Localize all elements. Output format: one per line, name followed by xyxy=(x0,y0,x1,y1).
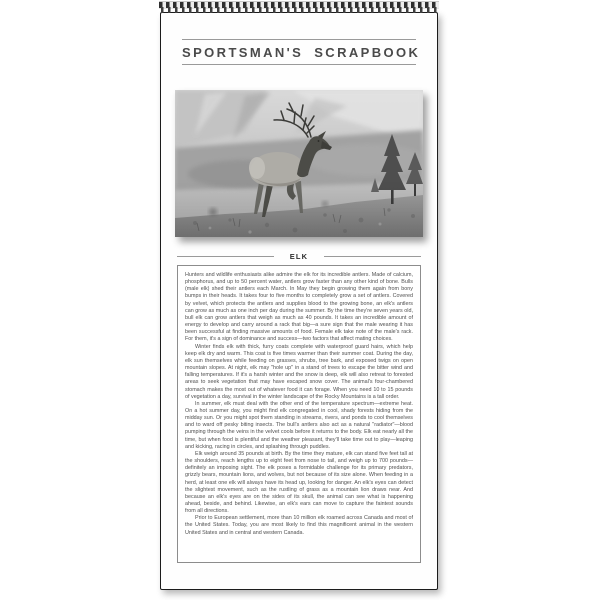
page-title: SPORTSMAN'S SCRAPBOOK xyxy=(182,45,421,60)
elk-photo xyxy=(175,90,423,237)
heading-rule-left xyxy=(177,256,274,257)
spiral-binding-loops xyxy=(159,7,439,13)
article-paragraph: Elk weigh around 35 pounds at birth. By the time they mature, elk can stand five feet tall at the shoulders, reach lengths up to eight feet from nose to tail, and weigh up to 700 pounds—definitely an imposing sight. The elk poses a formidable challenge for its primary predators, grizzly bears, mountain lions, and wolves, but not because of its size alone. When feeding in a herd, at least one elk will always have its head up, looking for danger. An elk's eyes can detect the slightest movement, such as the rustling of grass as a mountain lion draws near. And because an elk's eyes are on the sides of its skull, the animal can see what is happening ahead, beside, and behind. Likewise, an elk's ears can move to capture the faintest sounds from all directions. xyxy=(185,450,413,515)
title-rule-top xyxy=(182,39,416,40)
article-paragraph: Prior to European settlement, more than 10 million elk roamed across Canada and most of the United States. Today, you are most likely to find this magnificent animal in the western United States and in central and western Canada. xyxy=(185,515,413,536)
article-paragraph: In summer, elk must deal with the other end of the temperature spectrum—extreme heat. On a hot summer day, you might find elk congregated in cool, shady forests hiding from the midday sun. Or you might spot them standing in streams, rivers, and ponds to cool themselves and to ward off pesky biting insects. The bull's antlers also act as a natural "radiator"—blood pumping through the veins in the velvet cools before it returns to the body. Elk eat nearly all the time, but when food is plentiful and the weather pleasant, they'll take time out to play—leaping and kicking, racing in circles, and splashing through puddles. xyxy=(185,400,413,450)
heading-rule-right xyxy=(324,256,421,257)
article-paragraph: Winter finds elk with thick, furry coats complete with waterproof guard hairs, which help keep elk dry and warm. This coat is five times warmer than their summer coat. During the day, elk sun themselves while feeding on grasses, shrubs, tree bark, and exposed twigs on open mountain slopes. At night, elk may "hole up" in a stand of trees to escape the bitter wind and falling temperatures. If it's a harsh winter and the snow is deep, elk will also retreat to forested areas to seek vegetation that may have escaped snow cover. The animal's four-chambered stomach makes the most out of whatever food it can forage. When you need 10 to 15 pounds of vegetation a day, survival in the winter landscape of the Rocky Mountains is a tall order. xyxy=(185,343,413,400)
calendar-page xyxy=(160,12,438,590)
article-heading: ELK xyxy=(289,252,309,261)
article-text-box xyxy=(177,265,421,563)
elk-photo-illustration xyxy=(175,90,423,237)
title-rule-bottom xyxy=(182,64,416,65)
title-block xyxy=(182,39,421,65)
article-paragraph: Hunters and wildlife enthusiasts alike admire the elk for its incredible antlers. Made of calcium, phosphorus, and up to 50 percent water, antlers grow faster than any other kind of bone. Bulls (male elk) shed their antlers each March. In May they begin growing them again from bony bumps in their heads. It takes four to five months to completely grow a set of antlers. Covered by velvet, which protects the antlers and supplies blood to the growing bone, an elk's antlers can grow as much as one inch per day during the summer. By the time they're seven years old, bull elk can grow antlers that weigh as much as 40 pounds. It takes an incredible amount of energy to develop and carry around a rack that big—a sure sign that the male wearing it has been successful at finding massive amounts of food. Female elk take note of the male's rack. For them, it's a sign of dominance and success—two factors that affect mating choices. xyxy=(185,272,413,343)
article-heading-row xyxy=(177,252,421,261)
